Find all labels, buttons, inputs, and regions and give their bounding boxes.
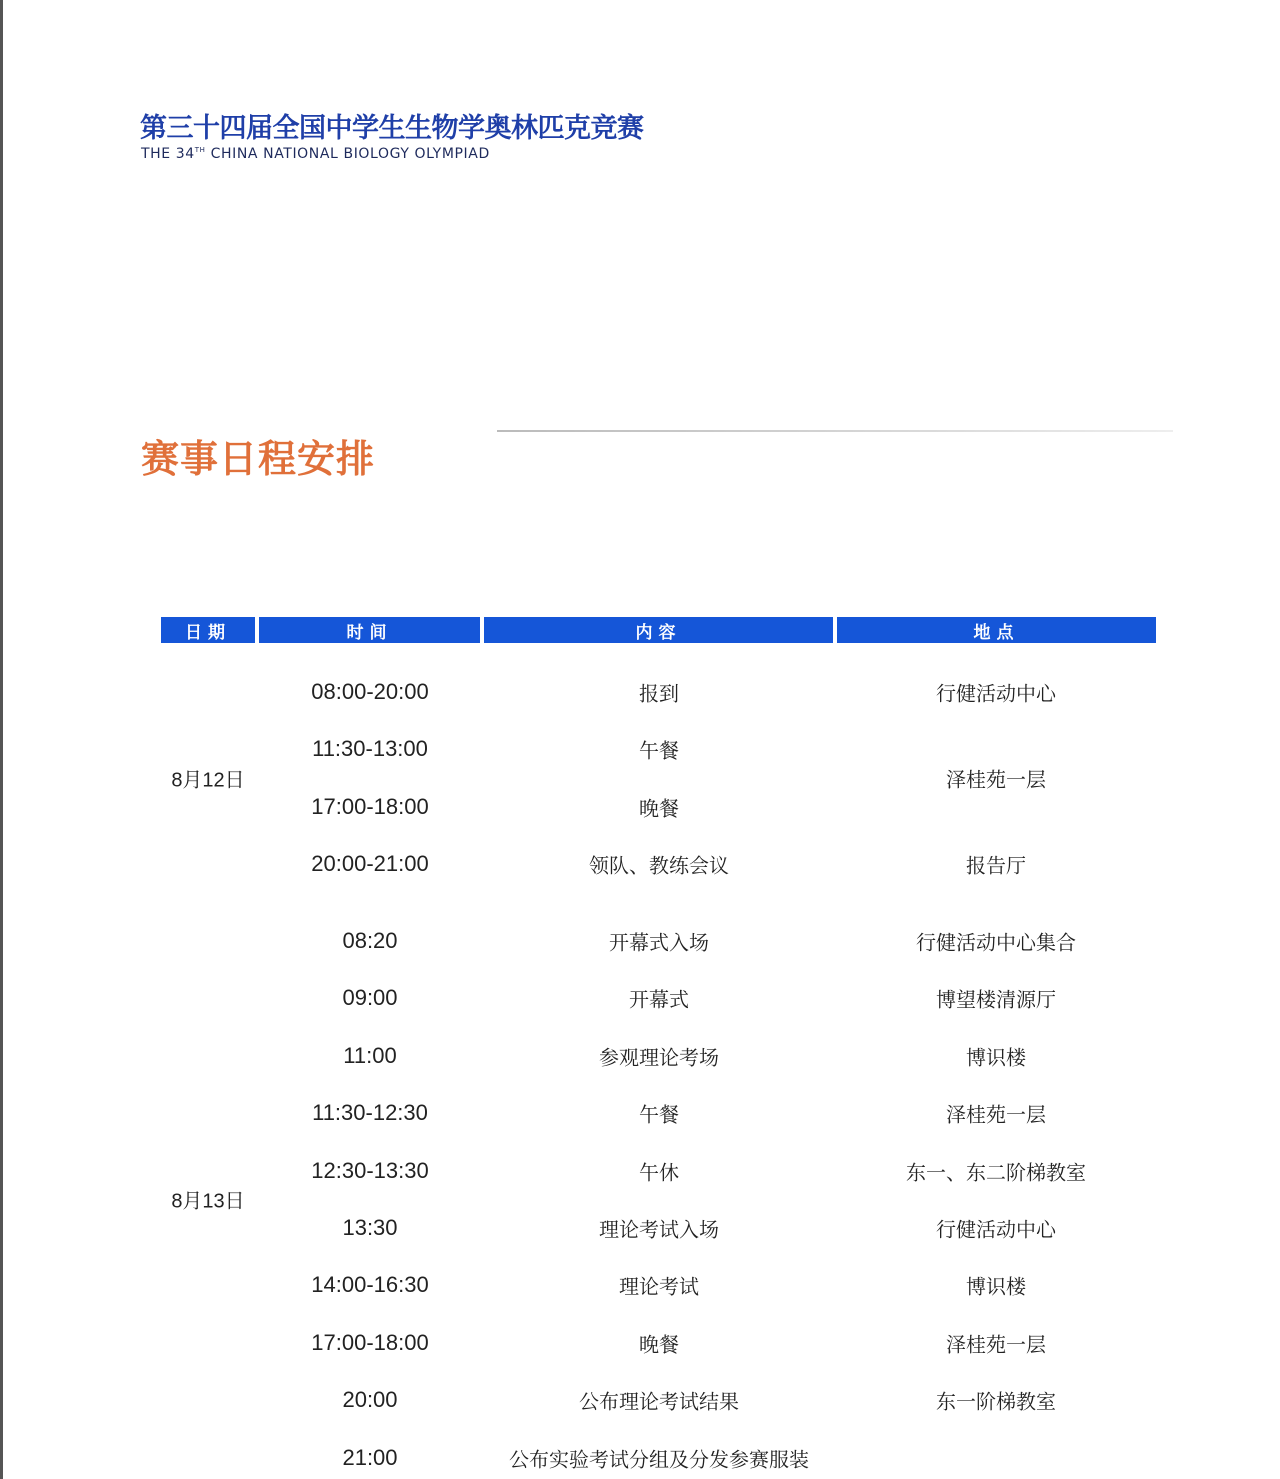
section-title: 赛事日程安排 (141, 437, 376, 481)
title-en-pre: THE 34 (141, 146, 195, 162)
schedule-time: 17:00-18:00 (311, 793, 429, 819)
column-header-time: 时间 (259, 617, 480, 643)
schedule-place: 东一、东二阶梯教室 (906, 1160, 1086, 1185)
schedule-time: 13:30 (342, 1215, 398, 1240)
schedule-time: 09:00 (342, 985, 398, 1011)
schedule-content: 报到 (639, 681, 679, 706)
schedule-content: 公布实验考试分组及分发参赛服装 (509, 1447, 809, 1472)
schedule-content: 午餐 (639, 1102, 679, 1127)
column-header-place: 地点 (837, 617, 1156, 643)
schedule-place: 泽桂苑一层 (946, 1332, 1046, 1357)
title-en-sup: TH (194, 146, 206, 154)
schedule-content: 公布理论考试结果 (579, 1389, 739, 1414)
schedule-date: 8月13日 (171, 1190, 245, 1213)
page-left-border (0, 0, 3, 1479)
schedule-place: 博识楼 (966, 1045, 1026, 1070)
competition-title-cn: 第三十四届全国中学生生物学奥林匹克竞赛 (140, 113, 644, 144)
schedule-content: 理论考试入场 (599, 1217, 719, 1242)
schedule-place: 行健活动中心 (936, 681, 1056, 706)
schedule-place: 泽桂苑一层 (946, 1102, 1046, 1127)
schedule-time: 08:00-20:00 (311, 679, 429, 704)
schedule-date: 8月12日 (171, 769, 245, 792)
schedule-content: 理论考试 (619, 1274, 699, 1299)
column-header-date: 日期 (161, 617, 255, 643)
schedule-time: 20:00-21:00 (311, 851, 429, 877)
schedule-time: 11:30-12:30 (312, 1100, 428, 1126)
schedule-time: 11:00 (343, 1042, 397, 1068)
schedule-time: 21:00 (342, 1444, 398, 1470)
competition-title-en (141, 146, 490, 162)
schedule-place: 报告厅 (966, 853, 1026, 878)
column-header-content: 内容 (484, 617, 833, 643)
schedule-time: 12:30-13:30 (311, 1157, 429, 1183)
schedule-time: 11:30-13:00 (312, 736, 428, 762)
schedule-time: 20:00 (342, 1387, 398, 1413)
schedule-content: 晚餐 (639, 796, 679, 821)
schedule-time: 08:20 (342, 928, 398, 953)
schedule-content: 开幕式 (629, 987, 689, 1012)
schedule-time: 14:00-16:30 (311, 1272, 429, 1298)
schedule-place-merged: 泽桂苑一层 (946, 767, 1046, 792)
schedule-content: 领队、教练会议 (589, 853, 729, 878)
schedule-content: 参观理论考场 (599, 1045, 719, 1070)
schedule-content: 午休 (639, 1160, 679, 1185)
section-divider (497, 430, 1173, 432)
schedule-content: 开幕式入场 (609, 930, 709, 955)
schedule-place: 东一阶梯教室 (936, 1389, 1056, 1414)
schedule-time: 17:00-18:00 (311, 1329, 429, 1355)
schedule-content: 午餐 (639, 738, 679, 763)
schedule-place: 行健活动中心集合 (916, 930, 1076, 955)
title-en-post: CHINA NATIONAL BIOLOGY OLYMPIAD (205, 146, 490, 162)
schedule-place: 博望楼清源厅 (936, 987, 1056, 1012)
schedule-place: 行健活动中心 (936, 1217, 1056, 1242)
schedule-content: 晚餐 (639, 1332, 679, 1357)
schedule-place: 博识楼 (966, 1274, 1026, 1299)
